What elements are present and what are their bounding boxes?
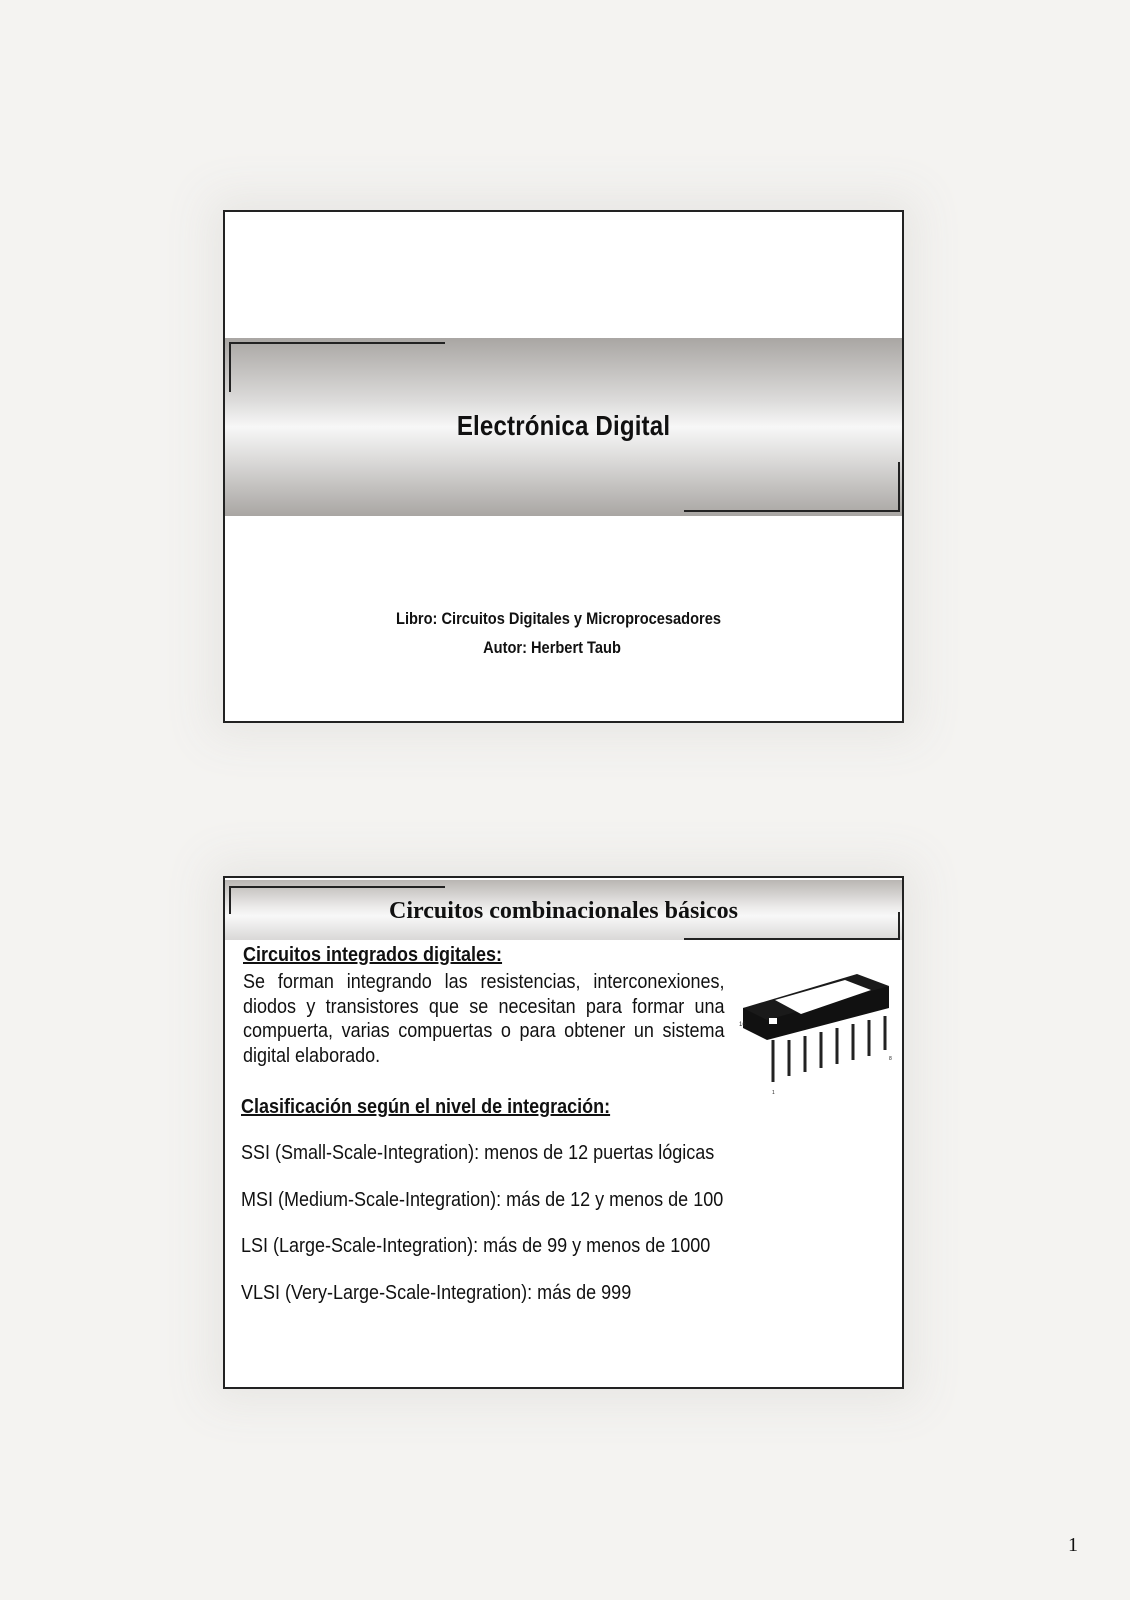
list-item: VLSI (Very-Large-Scale-Integration): más de 999 — [241, 1281, 632, 1304]
svg-text:1: 1 — [772, 1090, 775, 1096]
integrated-circuit-chip-icon — [739, 970, 899, 1098]
svg-text:8: 8 — [889, 1056, 892, 1062]
slide-title — [223, 210, 904, 723]
list-item: LSI (Large-Scale-Integration): más de 99 y menos de 1000 — [241, 1235, 711, 1257]
svg-text:16: 16 — [739, 1022, 746, 1028]
book-line: Libro: Circuitos Digitales y Microprocesadores — [396, 609, 721, 628]
slide-circuitos — [223, 876, 904, 1389]
slide1-title: Electrónica Digital — [456, 410, 671, 441]
page-number: 1 — [1068, 1534, 1078, 1556]
author-line: Autor: Herbert Taub — [483, 638, 621, 657]
classification-list — [241, 1142, 777, 1328]
list-item: SSI (Small-Scale-Integration): menos de 12 puertas lógicas — [241, 1142, 715, 1164]
decorative-corner-top-left — [229, 342, 445, 392]
slide2-title: Circuitos combinacionales básicos — [389, 898, 738, 924]
heading-classification: Clasificación según el nivel de integración: — [241, 1096, 611, 1118]
heading-integrated-circuits: Circuitos integrados digitales: — [243, 944, 503, 966]
decorative-corner-bottom-right — [684, 462, 900, 512]
description-paragraph: Se forman integrando las resistencias, interconexiones, diodos y transistores que se necesitan para formar una compuerta, varias compuertas o para obtener un sistema digital elaborado. — [243, 971, 725, 1067]
list-item: MSI (Medium-Scale-Integration): más de 12 y menos de 100 — [241, 1188, 724, 1211]
